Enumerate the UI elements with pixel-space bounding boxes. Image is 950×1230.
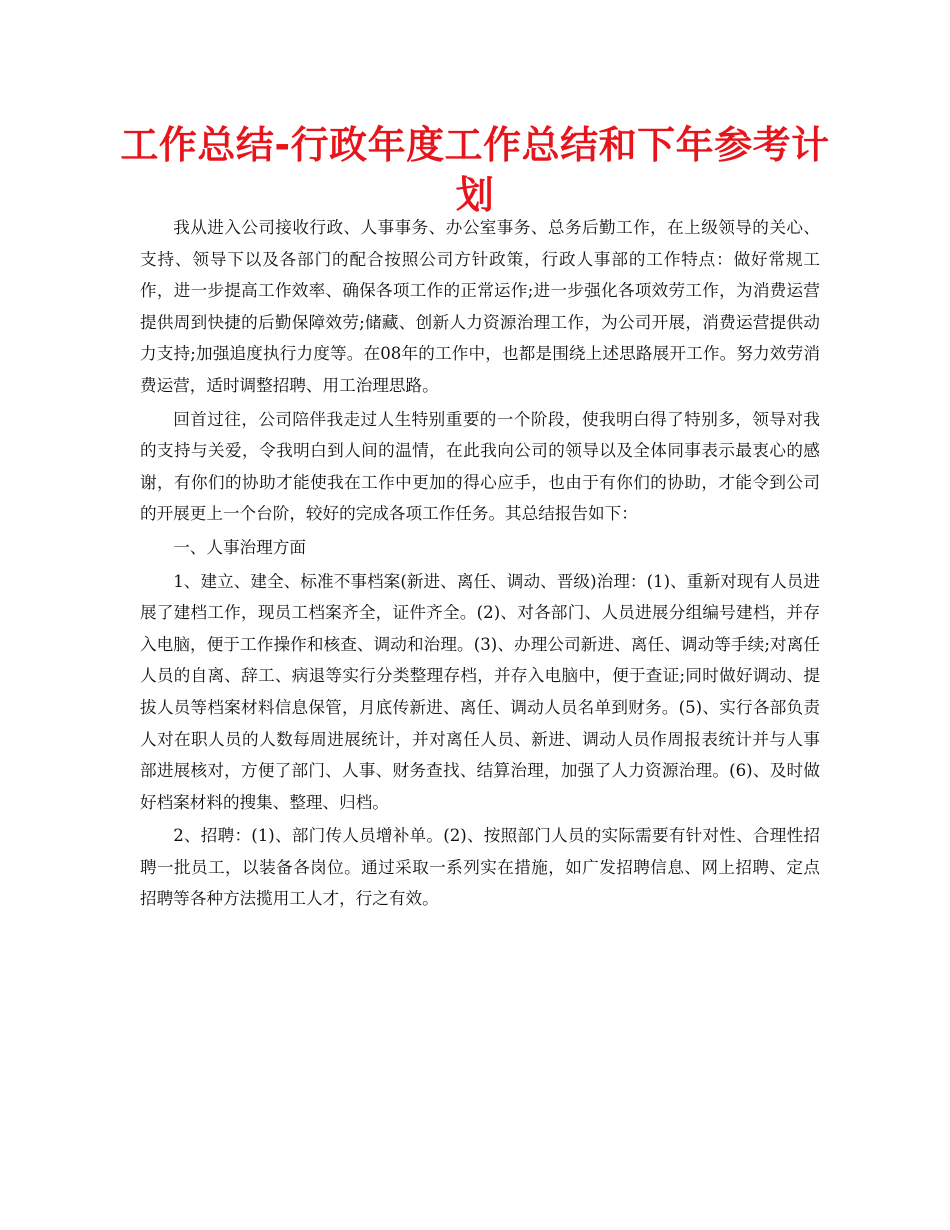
paragraph-recruitment: 2、招聘：(1)、部门传人员增补单。(2)、按照部门人员的实际需要有针对性、合理性招聘一批员工，以装备各岗位。通过采取一系列实在措施，如广发招聘信息、网上招聘、定点招聘等各种方法揽用工人才，行之有效。 (140, 826, 820, 909)
document-body (140, 212, 820, 917)
paragraph-intro: 我从进入公司接收行政、人事事务、办公室事务、总务后勤工作，在上级领导的关心、支持、领导下以及各部门的配合按照公司方针政策，行政人事部的工作特点：做好常规工作，进一步提高工作效率、确保各项工作的正常运作;进一步强化各项效劳工作，为消费运营提供周到快捷的后勤保障效劳;储藏、创新人力资源治理工作，为公司开展，消费运营提供动力支持;加强追度执行力度等。在08年的工作中，也都是围绕上述思路展开工作。努力效劳消费运营，适时调整招聘、用工治理思路。 (140, 218, 820, 395)
document-title: 工作总结-行政年度工作总结和下年参考计划 (120, 123, 830, 217)
paragraph-archives: 1、建立、建全、标准不事档案(新进、离任、调动、晋级)治理：(1)、重新对现有人员进展了建档工作，现员工档案齐全，证件齐全。(2)、对各部门、人员进展分组编号建档，并存入电脑，便于工作操作和核查、调动和治理。(3)、办理公司新进、离任、调动等手续;对离任人员的自离、辞工、病退等实行分类整理存档，并存入电脑中，便于查证;同时做好调动、提拔人员等档案材料信息保管，月底传新进、离任、调动人员名单到财务。(5)、实行各部负责人对在职人员的人数每周进展统计，并对离任人员、新进、调动人员作周报表统计并与人事部进展核对，方便了部门、人事、财务查找、结算治理，加强了人力资源治理。(6)、及时做好档案材料的搜集、整理、归档。 (140, 571, 820, 812)
section-heading-personnel: 一、人事治理方面 (173, 537, 306, 557)
paragraph-review: 回首过往，公司陪伴我走过人生特别重要的一个阶段，使我明白得了特别多，领导对我的支持与关爱，令我明白到人间的温情，在此我向公司的领导以及全体同事表示最衷心的感谢，有你们的协助才能使我在工作中更加的得心应手，也由于有你们的协助，才能令到公司的开展更上一个台阶，较好的完成各项工作任务。其总结报告如下： (140, 409, 820, 524)
